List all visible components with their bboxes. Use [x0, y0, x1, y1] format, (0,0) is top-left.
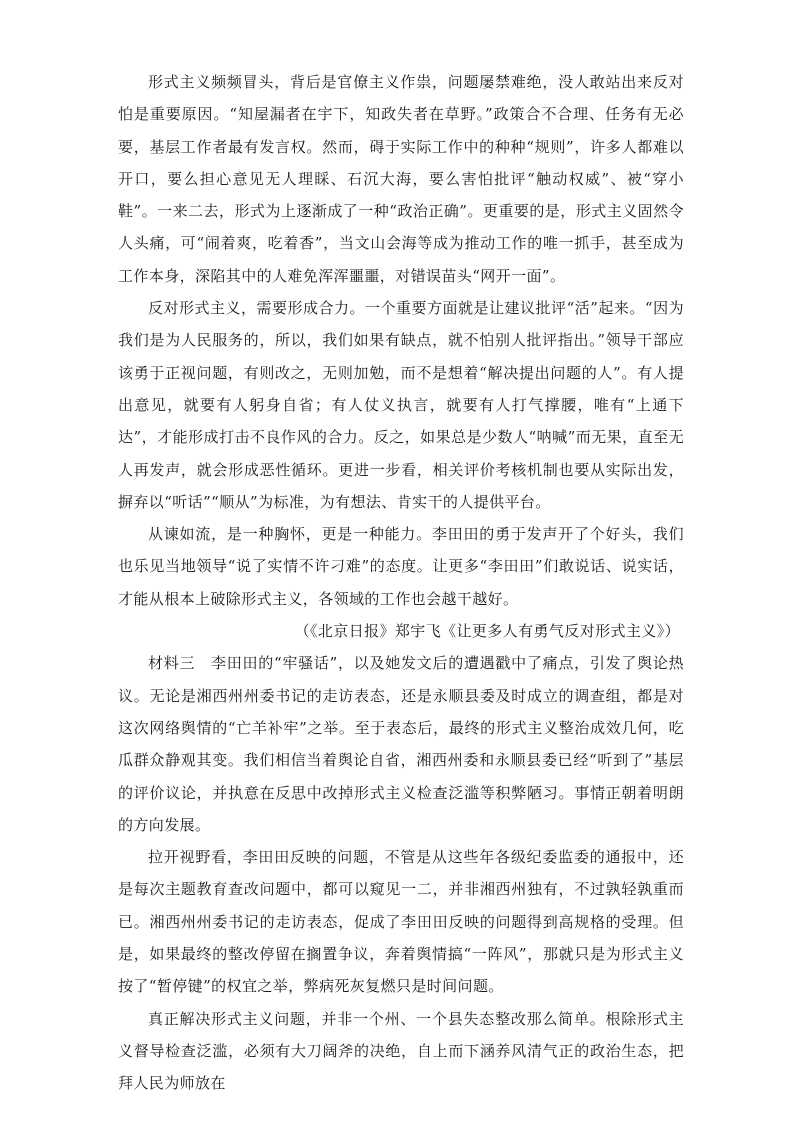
paragraph-formalism-causes: 形式主义频频冒头，背后是官僚主义作祟，问题屡禁难绝，没人敢站出来反对怕是重要原因。“知屋漏者在宇下，知政失者在草野。”政策合不合理、任务有无必要，基层工作者最有发言权。然而，碍于实际工作中的种种“规则”，许多人都难以开口，要么担心意见无人理睬、石沉大海，要么害怕批评“触动权威”、被“穿小鞋”。一来二去，形式为上逐渐成了一种“政治正确”。更重要的是，形式主义固然令人头痛，可“闹着爽，吃着香”，当文山会海等成为推动工作的唯一抓手，甚至成为工作本身，深陷其中的人难免浑浑噩噩，对错误苗头“网开一面”。 [118, 73, 684, 285]
paragraph-form-synergy: 反对形式主义，需要形成合力。一个重要方面就是让建议批评“活”起来。“因为我们是为人民服务的，所以，我们如果有缺点，就不怕别人批评指出。”领导干部应该勇于正视问题，有则改之，无则加勉，而不是想着“解决提出问题的人”。有人提出意见，就要有人躬身自省；有人仗义执言，就要有人打气撑腰，唯有“上通下达”，才能形成打击不良作风的合力。反之，如果总是少数人“呐喊”而无果，直至无人再发声，就会形成恶性循环。更进一步看，相关评价考核机制也要从实际出发，摒弃以“听话”“顺从”为标准，为有想法、肯实干的人提供平台。 [118, 299, 684, 511]
article-body [118, 66, 684, 1100]
paragraph-broader-view: 拉开视野看，李田田反映的问题，不管是从这些年各级纪委监委的通报中，还是每次主题教育查改问题中，都可以窥见一二，并非湘西州独有，不过孰轻孰重而已。湘西州州委书记的走访表态，促成了李田田反映的问题得到高规格的受理。但是，如果最终的整改停留在搁置争议，奔着舆情搞“一阵风”，那就只是为形式主义按了“暂停键”的权宜之举，弊病死灰复燃只是时间问题。 [118, 848, 684, 996]
paragraph-accept-advice: 从谏如流，是一种胸怀，更是一种能力。李田田的勇于发声开了个好头，我们也乐见当地领导“说了实情不许刁难”的态度。让更多“李田田”们敢说话、说实话，才能从根本上破除形式主义，各领域的工作也会越干越好。 [118, 525, 684, 608]
paragraph-real-solution: 真正解决形式主义问题，并非一个州、一个县失态整改那么简单。根除形式主义督导检查泛滥，必须有大刀阔斧的决绝，自上而下涵养风清气正的政治生态，把拜人民为师放在 [118, 1009, 684, 1093]
paragraph-material-three: 材料三 李田田的“牢骚话”，以及她发文后的遭遇戳中了痛点，引发了舆论热议。无论是湘西州州委书记的走访表态，还是永顺县委及时成立的调查组，都是对这次网络舆情的“亡羊补牢”之举。至于表态后，最终的形式主义整治成效几何，吃瓜群众静观其变。我们相信当着舆论自省，湘西州委和永顺县委已经“听到了”基层的评价议论，并执意在反思中改掉形式主义检查泛滥等积弊陋习。事情正朝着明朗的方向发展。 [118, 654, 684, 834]
citation-source: （《北京日报》郑宇飞《让更多人有勇气反对形式主义》） [294, 622, 680, 641]
